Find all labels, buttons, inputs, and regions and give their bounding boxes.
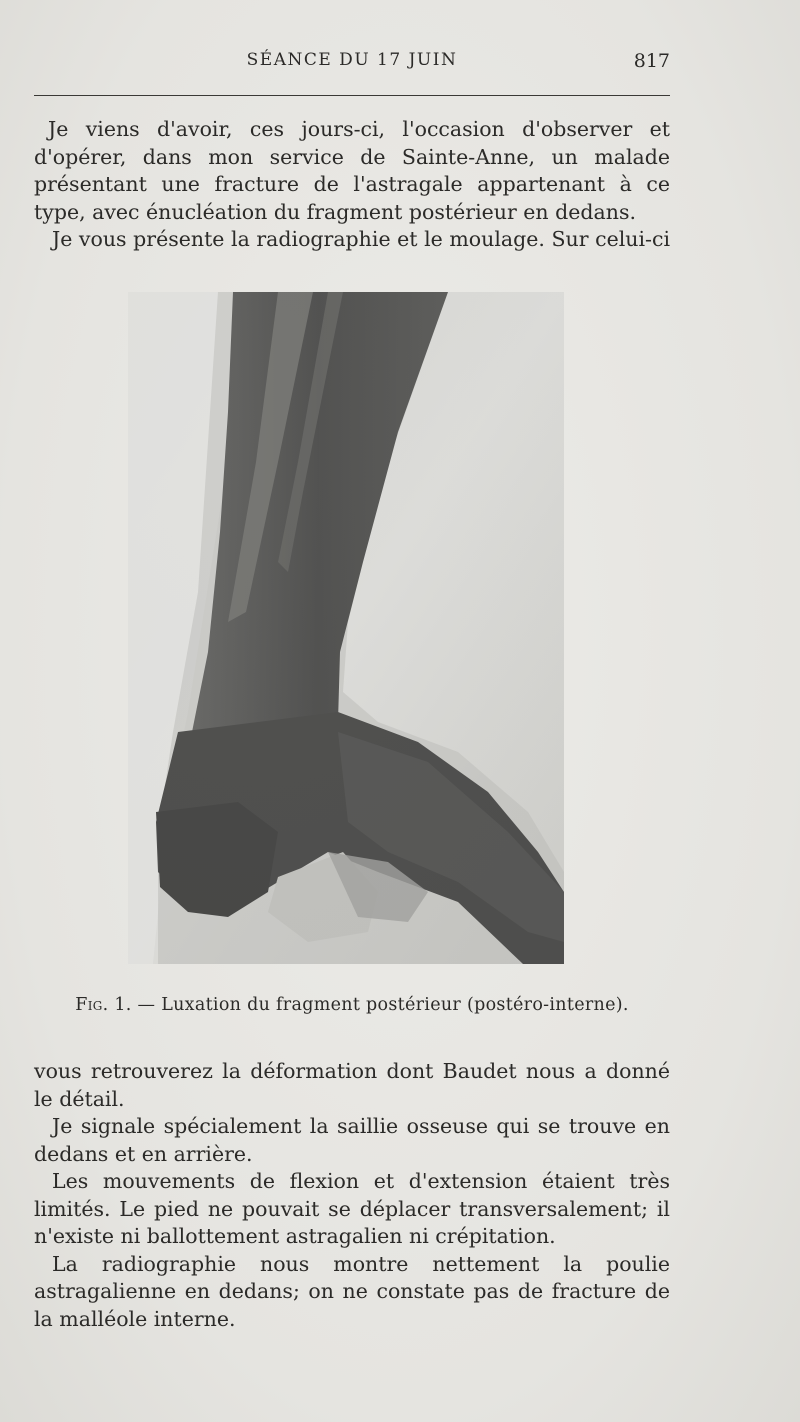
page-number: 817 <box>633 50 670 72</box>
body-text-bottom <box>34 1058 670 1333</box>
paragraph: vous retrouverez la déformation dont Baudet nous a donné le détail. <box>34 1059 670 1111</box>
paragraph: Je signale spécialement la saillie osseuse qui se trouve en dedans et en arrière. <box>34 1114 670 1166</box>
figure-label: Fig. 1. <box>75 995 132 1015</box>
header-rule <box>34 95 670 96</box>
radiograph-figure <box>128 292 564 964</box>
figure-caption <box>34 995 670 1015</box>
paragraph: Les mouvements de flexion et d'extension étaient très limités. Le pied ne pouvait se déplacer transversalement; il n'existe ni ballottement astragalien ni crépitation. <box>34 1169 670 1248</box>
figure-caption-text: — Luxation du fragment postérieur (postéro-interne). <box>137 995 629 1015</box>
page-header <box>34 50 670 80</box>
body-text-top <box>34 116 670 254</box>
paragraph: La radiographie nous montre nettement la poulie astragalienne en dedans; on ne constate pas de fracture de la malléole interne. <box>34 1251 670 1331</box>
paragraph: Je viens d'avoir, ces jours-ci, l'occasion d'observer et d'opérer, dans mon service de Sainte-Anne, un malade présentant une fracture de l'astragale appartenant à ce type, avec énucléation du fragment postérieur en dedans. <box>34 117 670 224</box>
paragraph: Je vous présente la radiographie et le moulage. Sur celui-ci <box>52 227 670 251</box>
running-head: SÉANCE DU 17 JUIN <box>246 50 458 70</box>
radiograph-image <box>128 292 564 964</box>
